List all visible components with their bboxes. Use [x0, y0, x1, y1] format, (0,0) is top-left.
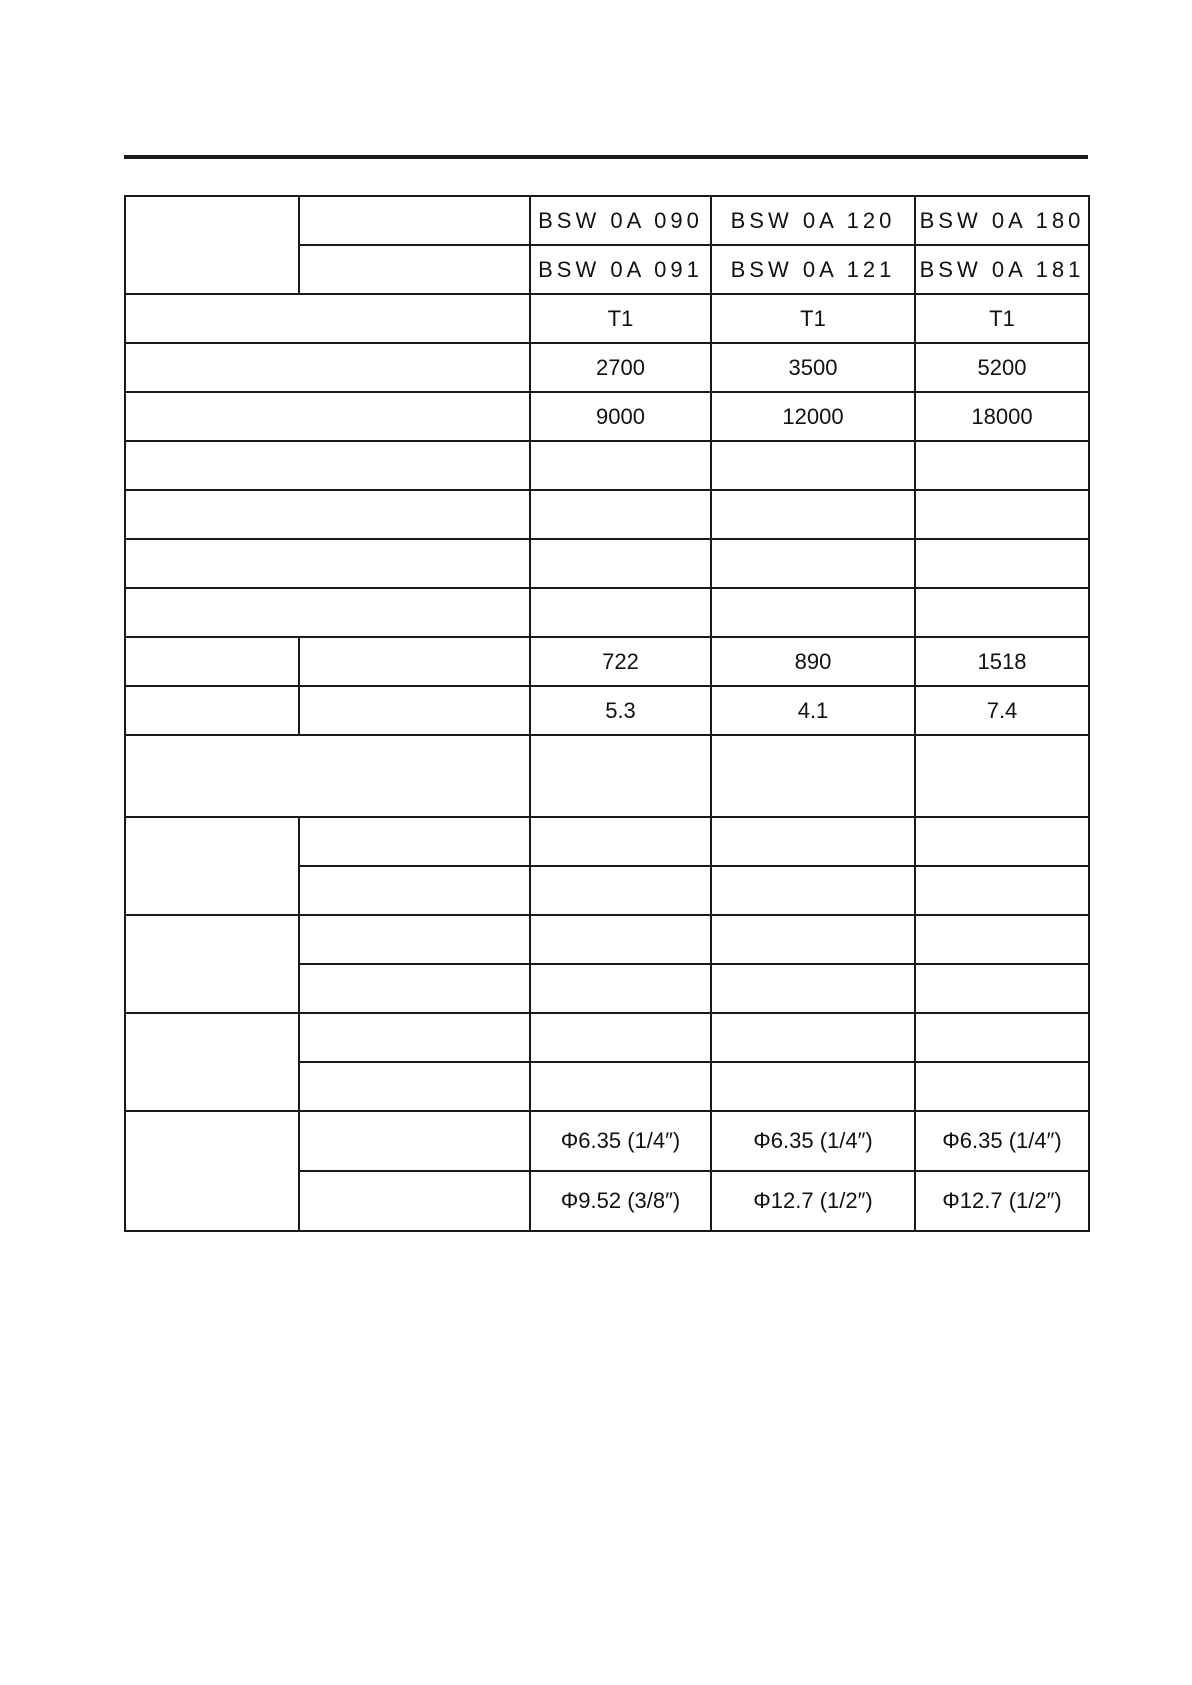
- table-cell-value: 12000: [711, 392, 915, 441]
- table-cell-value: [711, 866, 915, 915]
- table-row: [125, 637, 1089, 686]
- table-cell-value: [711, 1062, 915, 1111]
- table-cell-label: [299, 686, 530, 735]
- table-cell-label: [299, 1111, 530, 1171]
- table-cell-label: [125, 735, 530, 817]
- table-row: [125, 686, 1089, 735]
- table-cell-value: T1: [530, 294, 711, 343]
- table-cell-label: [125, 343, 530, 392]
- table-cell-model: BSW 0A 090: [530, 196, 711, 245]
- table-cell-model: BSW 0A 120: [711, 196, 915, 245]
- table-row: [125, 539, 1089, 588]
- table-cell-pipe-size: Φ6.35 (1/4″): [915, 1111, 1089, 1171]
- table-cell-value: [530, 588, 711, 637]
- table-cell-value: [530, 1013, 711, 1062]
- table-cell-label: [299, 866, 530, 915]
- table-cell-label: [299, 637, 530, 686]
- table-cell-label: [299, 817, 530, 866]
- table-cell-value: 5200: [915, 343, 1089, 392]
- table-cell-value: [530, 915, 711, 964]
- table-cell-pipe-size: Φ12.7 (1/2″): [915, 1171, 1089, 1231]
- table-cell-label: [299, 1062, 530, 1111]
- table-cell-value: [711, 915, 915, 964]
- table-cell-value: 890: [711, 637, 915, 686]
- table-cell-value: [915, 539, 1089, 588]
- table-row: [125, 294, 1089, 343]
- table-cell-value: 1518: [915, 637, 1089, 686]
- table-cell-value: 3500: [711, 343, 915, 392]
- table-cell-value: [530, 1062, 711, 1111]
- table-cell-value: [915, 964, 1089, 1013]
- table-row: [125, 1013, 1089, 1062]
- table-cell-value: [530, 866, 711, 915]
- table-cell-value: [915, 1062, 1089, 1111]
- table-cell-value: [915, 1013, 1089, 1062]
- table-cell-value: [711, 735, 915, 817]
- table-cell-value: [915, 441, 1089, 490]
- table-cell-value: [915, 735, 1089, 817]
- table-row: [125, 588, 1089, 637]
- table-cell-label: [125, 817, 299, 915]
- table-cell-value: 2700: [530, 343, 711, 392]
- table-cell-value: [915, 588, 1089, 637]
- table-cell-value: [530, 490, 711, 539]
- specification-table: [124, 195, 1090, 1232]
- table-row: [125, 343, 1089, 392]
- table-cell-label: [125, 490, 530, 539]
- table-cell-value: [711, 441, 915, 490]
- table-cell-label: [299, 915, 530, 964]
- table-cell-value: 4.1: [711, 686, 915, 735]
- table-cell-value: 9000: [530, 392, 711, 441]
- table-cell-label: [125, 1111, 299, 1231]
- table-row: [125, 817, 1089, 866]
- table-cell-model: BSW 0A 091: [530, 245, 711, 294]
- table-cell-value: [711, 539, 915, 588]
- table-cell-label: [125, 588, 530, 637]
- table-cell-value: T1: [711, 294, 915, 343]
- table-cell-value: 18000: [915, 392, 1089, 441]
- table-cell-value: [530, 735, 711, 817]
- table-cell-value: 7.4: [915, 686, 1089, 735]
- table-cell-label: [125, 539, 530, 588]
- table-row: [125, 392, 1089, 441]
- table-cell-label: [299, 1171, 530, 1231]
- table-cell-label: [125, 686, 299, 735]
- table-cell-value: [530, 964, 711, 1013]
- table-cell-value: [915, 817, 1089, 866]
- table-cell-value: [711, 588, 915, 637]
- table-cell-value: T1: [915, 294, 1089, 343]
- table-cell-label: [125, 392, 530, 441]
- table-cell-label: [125, 441, 530, 490]
- table-cell-label: [125, 915, 299, 1013]
- table-cell-pipe-size: Φ9.52 (3/8″): [530, 1171, 711, 1231]
- table-cell-label: [299, 245, 530, 294]
- table-cell-pipe-size: Φ12.7 (1/2″): [711, 1171, 915, 1231]
- table-cell-value: [915, 490, 1089, 539]
- header-rule: [124, 155, 1088, 159]
- table-cell-value: [915, 915, 1089, 964]
- table-cell-value: [530, 441, 711, 490]
- table-cell-label: [299, 964, 530, 1013]
- table-cell-value: [915, 866, 1089, 915]
- table-cell-model: BSW 0A 181: [915, 245, 1089, 294]
- table-cell-value: [711, 490, 915, 539]
- table-cell-value: 722: [530, 637, 711, 686]
- table-cell-value: [711, 1013, 915, 1062]
- table-cell-pipe-size: Φ6.35 (1/4″): [530, 1111, 711, 1171]
- table-row-model-1: [125, 196, 1089, 245]
- table-cell-label: [299, 196, 530, 245]
- table-row: [125, 915, 1089, 964]
- table-cell-pipe-size: Φ6.35 (1/4″): [711, 1111, 915, 1171]
- table-cell-label: [299, 1013, 530, 1062]
- table-row: [125, 441, 1089, 490]
- table-row-pipe-liquid: [125, 1111, 1089, 1171]
- table-cell-model: BSW 0A 121: [711, 245, 915, 294]
- table-cell-value: [530, 817, 711, 866]
- table-cell-label: [125, 294, 530, 343]
- table-cell-value: [711, 817, 915, 866]
- table-row: [125, 490, 1089, 539]
- table-cell-value: [711, 964, 915, 1013]
- table-cell-value: 5.3: [530, 686, 711, 735]
- table-cell-label: [125, 637, 299, 686]
- table-cell-value: [530, 539, 711, 588]
- table-row: [125, 735, 1089, 817]
- table-cell-model: BSW 0A 180: [915, 196, 1089, 245]
- table-cell-label: [125, 196, 299, 294]
- table-cell-label: [125, 1013, 299, 1111]
